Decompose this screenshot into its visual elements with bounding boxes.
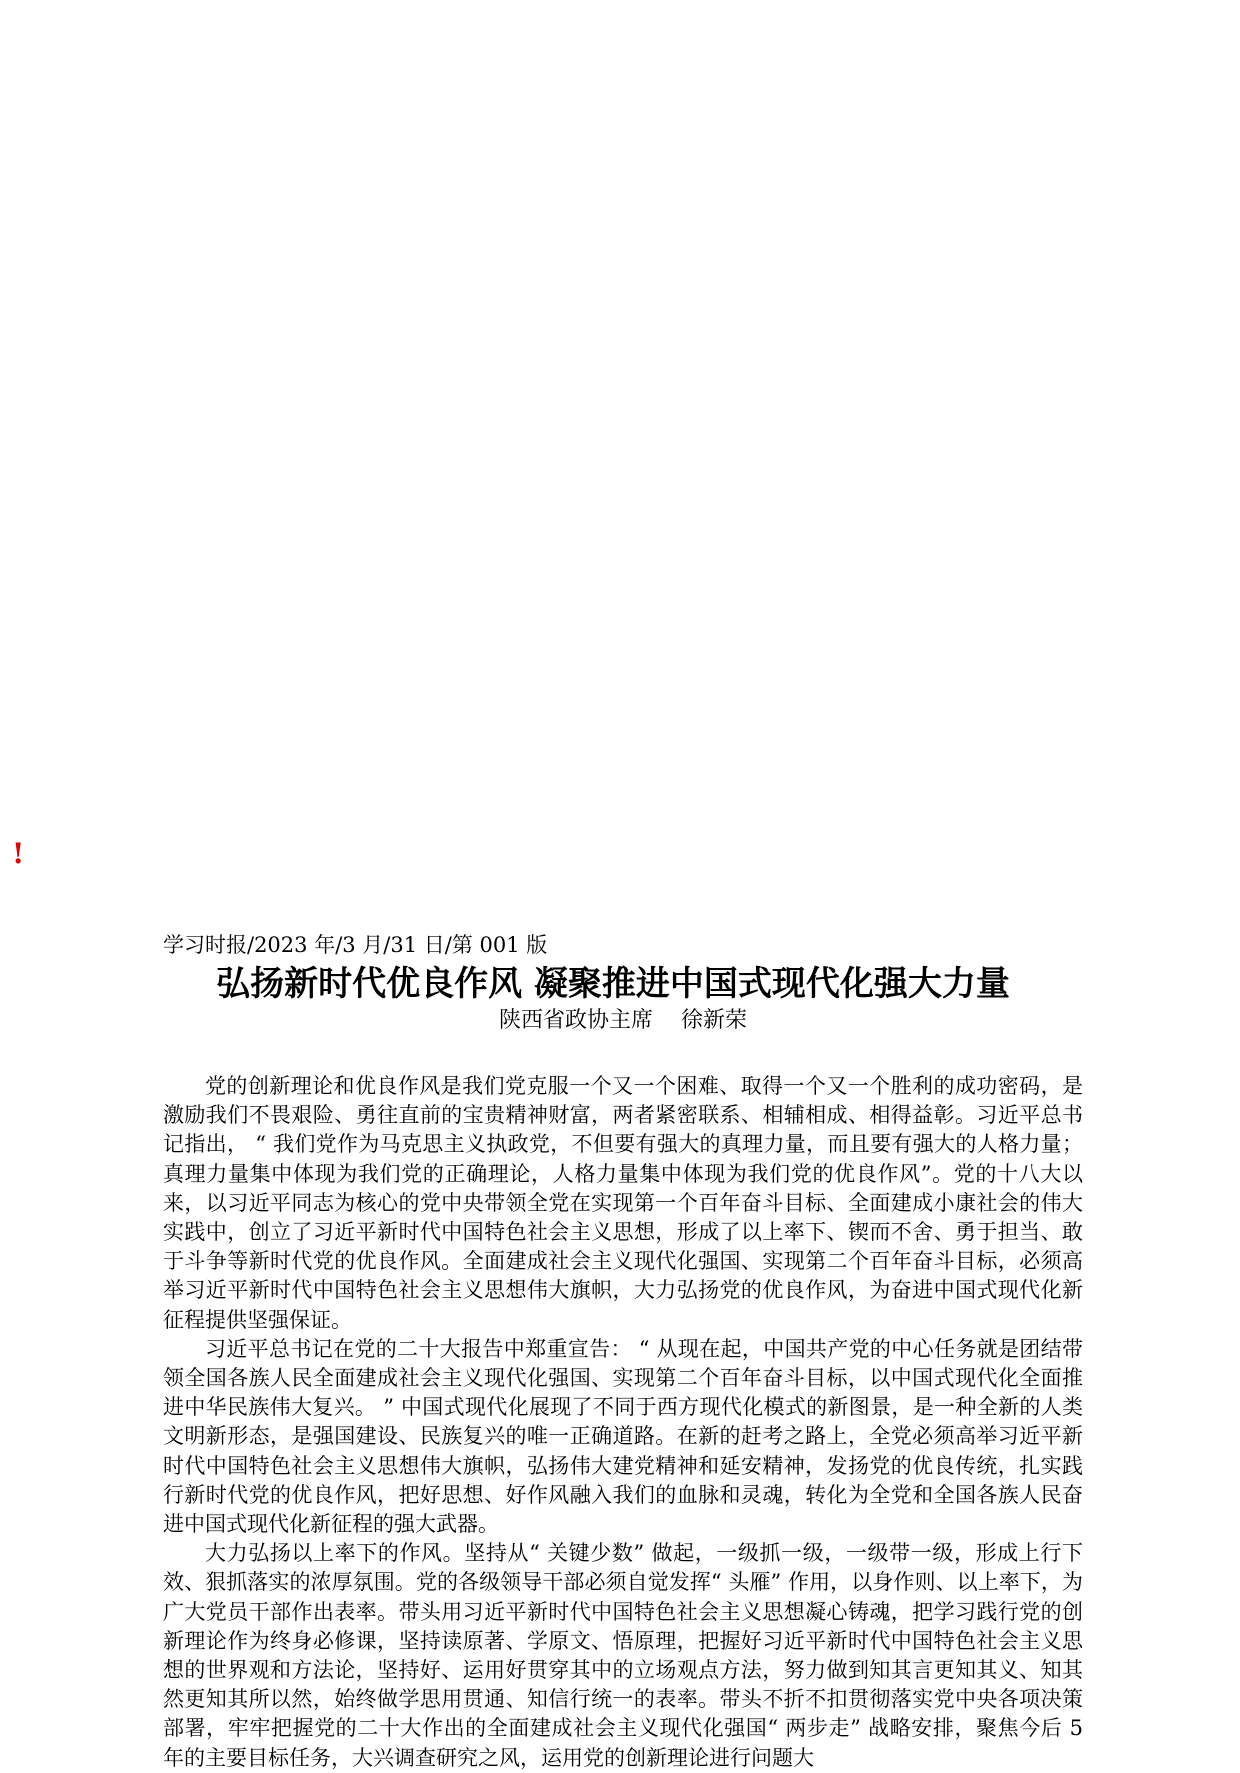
source-line: 学习时报/2023 年/3 月/31 日/第 001 版 — [163, 933, 548, 957]
article-title: 弘扬新时代优良作风 凝聚推进中国式现代化强大力量 — [216, 964, 1010, 1004]
paragraph-1: 党的创新理论和优良作风是我们党克服一个又一个困难、取得一个又一个胜利的成功密码，是激励我们不畏艰险、勇往直前的宝贵精神财富，两者紧密联系、相辅相成、相得益彰。习近平总书记指出， “ 我们党作为马克思主义执政党，不但要有强大的真理力量，而且要有强大的人格力量；真理力量集中体现为我们党的正确理论，人格力量集中体现为我们党的优良作风”。党的十八大以来，以习近平同志为核心的党中央带领全党在实现第一个百年奋斗目标、全面建成小康社会的伟大实践中，创立了习近平新时代中国特色社会主义思想，形成了以上率下、锲而不舍、勇于担当、敢于斗争等新时代党的优良作风。全面建成社会主义现代化强国、实现第二个百年奋斗目标，必须高举习近平新时代中国特色社会主义思想伟大旗帜，大力弘扬党的优良作风，为奋进中国式现代化新征程提供坚强保证。 — [163, 1074, 1083, 1332]
red-exclamation-mark: ! — [12, 837, 25, 870]
paragraph-2: 习近平总书记在党的二十大报告中郑重宣告： “ 从现在起，中国共产党的中心任务就是团结带领全国各族人民全面建成社会主义现代化强国、实现第二个百年奋斗目标，以中国式现代化全面推进中华民族伟大复兴。 ” 中国式现代化展现了不同于西方现代化模式的新图景，是一种全新的人类文明新形态，是强国建设、民族复兴的唯一正确道路。在新的赶考之路上，全党必须高举习近平新时代中国特色社会主义思想伟大旗帜，弘扬伟大建党精神和延安精神，发扬党的优良传统，扎实践行新时代党的优良作风，把好思想、好作风融入我们的血脉和灵魂，转化为全党和全国各族人民奋进中国式现代化新征程的强大武器。 — [163, 1336, 1083, 1537]
article — [163, 930, 1083, 1773]
paragraph-3: 大力弘扬以上率下的作风。坚持从“ 关键少数” 做起，一级抓一级，一级带一级，形成上行下效、狠抓落实的浓厚氛围。党的各级领导干部必须自觉发挥“ 头雁” 作用，以身作则、以上率下，为广大党员干部作出表率。带头用习近平新时代中国特色社会主义思想凝心铸魂，把学习践行党的创新理论作为终身必修课，坚持读原著、学原文、悟原理，把握好习近平新时代中国特色社会主义思想的世界观和方法论，坚持好、运用好贯穿其中的立场观点方法，努力做到知其言更知其义、知其然更知其所以然，始终做学思用贯通、知信行统一的表率。带头不折不扣贯彻落实党中央各项决策部署，牢牢把握党的二十大作出的全面建成社会主义现代化强国“ 两步走” 战略安排，聚焦今后 5 年的主要目标任务，大兴调查研究之风，运用党的创新理论进行问题大 — [163, 1541, 1083, 1770]
article-byline: 陕西省政协主席 徐新荣 — [499, 1008, 747, 1033]
